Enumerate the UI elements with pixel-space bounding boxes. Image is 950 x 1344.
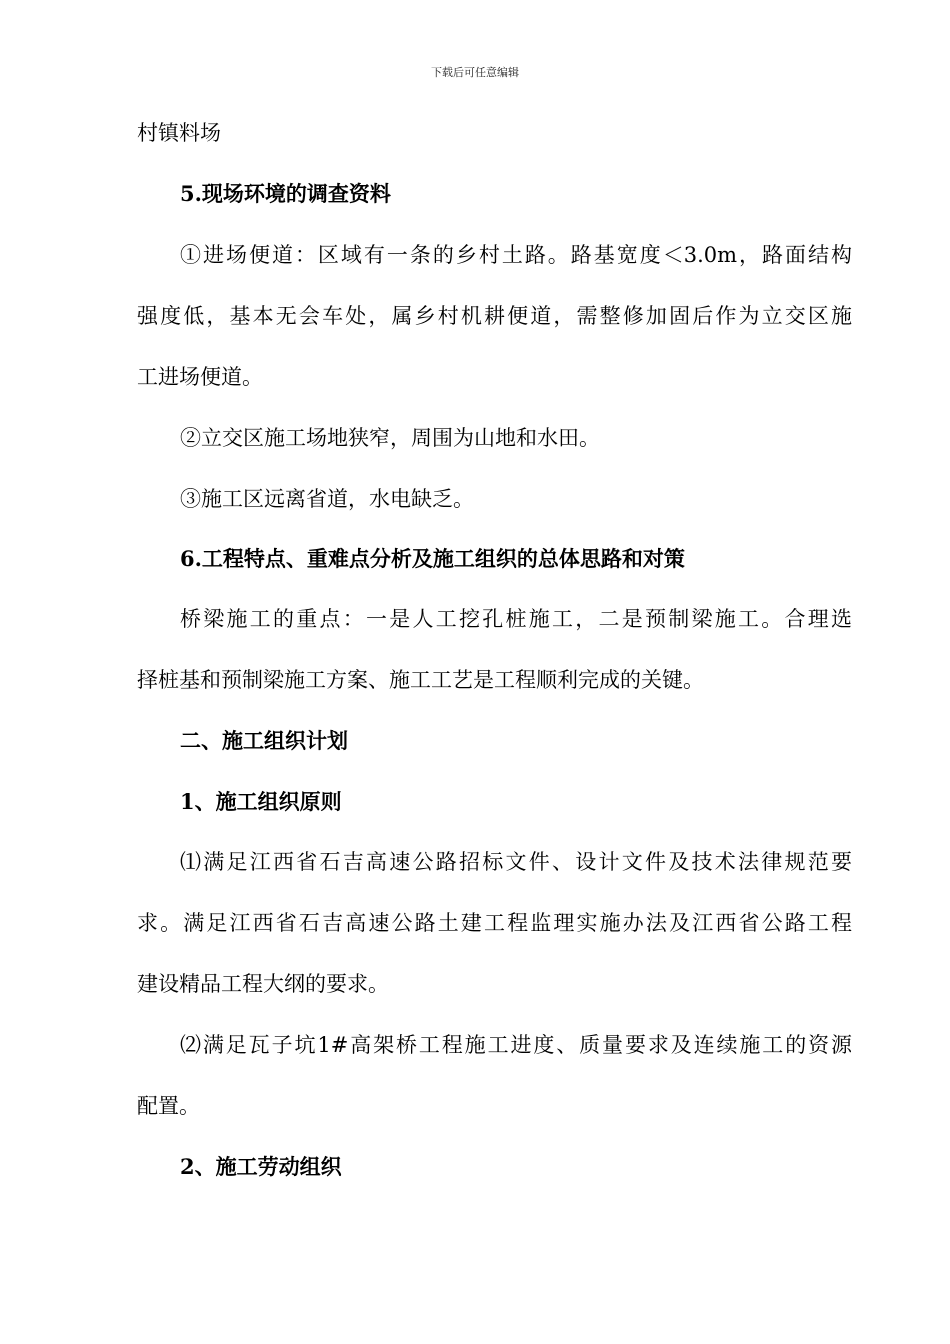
paragraph-line: 求。满足江西省石吉高速公路土建工程监理实施办法及江西省公路工程	[137, 911, 852, 935]
page-header: 下载后可任意编辑	[431, 66, 519, 79]
paragraph-line: ③施工区远离省道，水电缺乏。	[180, 487, 474, 511]
paragraph-line: 建设精品工程大纲的要求。	[137, 972, 389, 996]
paragraph-line: 强度低，基本无会车处，属乡村机耕便道，需整修加固后作为立交区施	[137, 304, 852, 328]
subsection-heading: 1、施工组织原则	[180, 789, 342, 814]
paragraph-line: 配置。	[137, 1094, 200, 1118]
paragraph-line: ①进场便道：区域有一条的乡村土路。路基宽度＜3.0m，路面结构	[180, 243, 852, 267]
paragraph-line: 择桩基和预制梁施工方案、施工工艺是工程顺利完成的关键。	[137, 668, 704, 692]
section-heading: 6.工程特点、重难点分析及施工组织的总体思路和对策	[180, 546, 685, 571]
paragraph-line: 桥梁施工的重点：一是人工挖孔桩施工，二是预制梁施工。合理选	[180, 607, 852, 631]
paragraph-line: ⑵满足瓦子坑1#高架桥工程施工进度、质量要求及连续施工的资源	[180, 1033, 852, 1057]
section-heading: 二、施工组织计划	[180, 728, 348, 753]
paragraph-line: ②立交区施工场地狭窄，周围为山地和水田。	[180, 426, 600, 450]
subsection-heading: 2、施工劳动组织	[180, 1154, 342, 1179]
section-heading: 5.现场环境的调查资料	[180, 181, 391, 206]
paragraph-line: ⑴满足江西省石吉高速公路招标文件、设计文件及技术法律规范要	[180, 850, 852, 874]
body-text-line: 村镇料场	[137, 121, 221, 145]
paragraph-line: 工进场便道。	[137, 365, 263, 389]
